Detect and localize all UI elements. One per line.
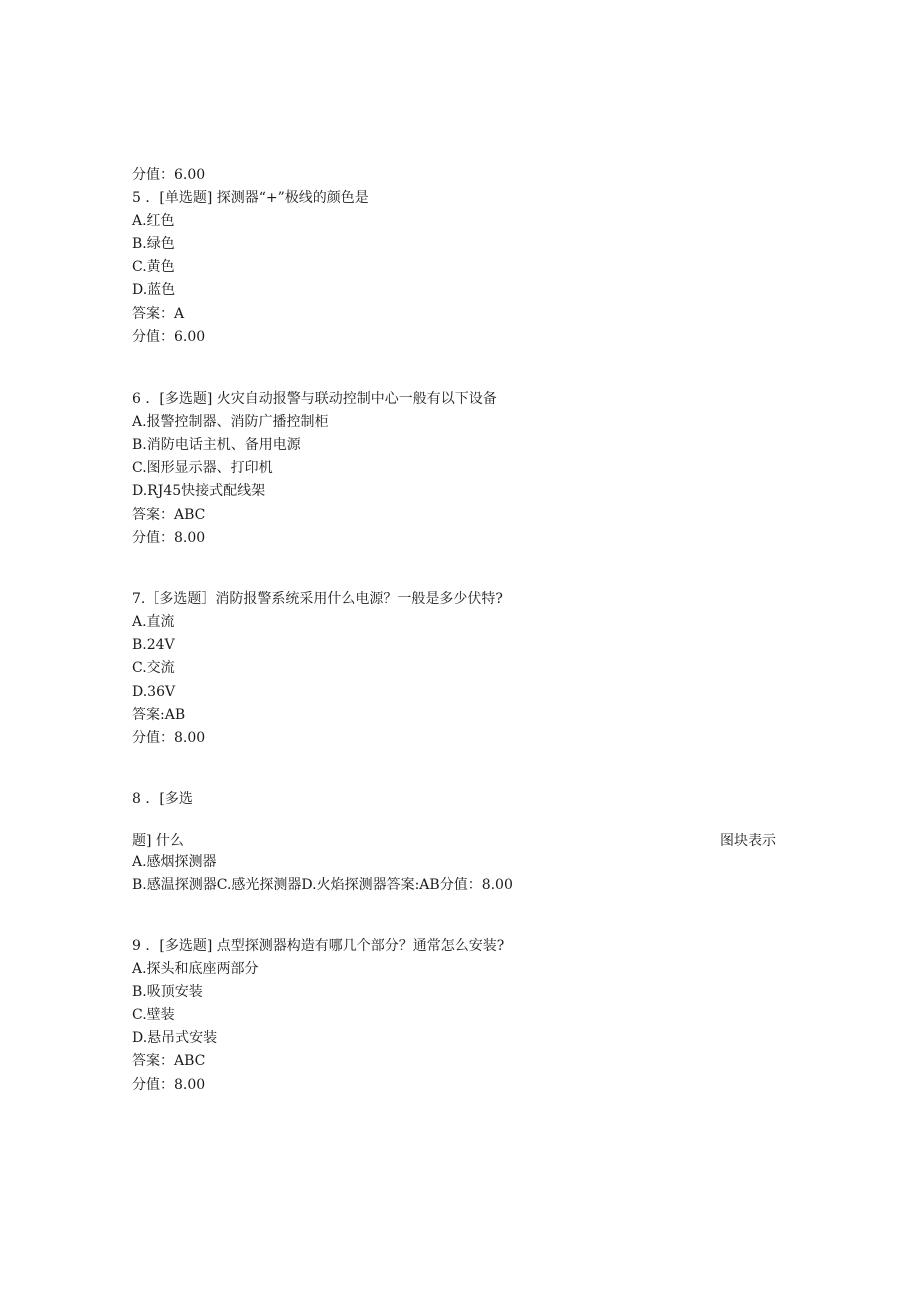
option-a: A.红色 xyxy=(132,213,175,229)
option-c: C.交流 xyxy=(132,660,175,676)
option-d: D.36V xyxy=(132,684,176,700)
option-a: A.报警控制器、消防广播控制柜 xyxy=(132,414,329,430)
merged-options-line: B.感温探测器C.感光探测器D.火焰探测器答案:AB分值：8.00 xyxy=(132,877,513,893)
question-title: 9 ．[多选题] 点型探测器构造有哪几个部分？通常怎么安装? xyxy=(132,938,505,954)
score-text: 分值：8.00 xyxy=(132,530,206,546)
answer-text: 答案：ABC xyxy=(132,1053,206,1069)
score-text: 分值：6.00 xyxy=(132,329,206,345)
option-b: B.24V xyxy=(132,637,175,653)
option-a: A.直流 xyxy=(132,614,175,630)
score-text: 分值：6.00 xyxy=(132,167,206,183)
score-text: 分值：8.00 xyxy=(132,1077,206,1093)
option-d: D.蓝色 xyxy=(132,282,176,298)
option-c: C.壁装 xyxy=(132,1007,175,1023)
option-a: A.感烟探测器 xyxy=(132,854,217,870)
option-d: D.RJ45快接式配线架 xyxy=(132,483,266,499)
option-b: B.绿色 xyxy=(132,236,175,252)
question-title: 7.［多选题］消防报警系统采用什么电源？一般是多少伏特? xyxy=(132,591,503,607)
option-c: C.图形显示器、打印机 xyxy=(132,460,273,476)
option-d: D.悬吊式安装 xyxy=(132,1030,218,1046)
question-title: 6 ．[多选题] 火灾自动报警与联动控制中心一般有以下设备 xyxy=(132,391,497,407)
answer-text: 答案：ABC xyxy=(132,507,206,523)
option-c: C.黄色 xyxy=(132,259,175,275)
question-title-right: 图块表示 xyxy=(720,833,776,849)
answer-text: 答案：A xyxy=(132,306,185,322)
question-title-part1: 8 ．[多选 xyxy=(132,791,193,807)
question-title-part2: 题] 什么 xyxy=(132,833,184,849)
option-b: B.吸顶安装 xyxy=(132,984,203,1000)
option-b: B.消防电话主机、备用电源 xyxy=(132,437,301,453)
answer-text: 答案:AB xyxy=(132,707,186,723)
score-text: 分值：8.00 xyxy=(132,730,206,746)
question-title: 5 ．[单选题] 探测器“+”极线的颜色是 xyxy=(132,190,369,206)
option-a: A.探头和底座两部分 xyxy=(132,961,259,977)
